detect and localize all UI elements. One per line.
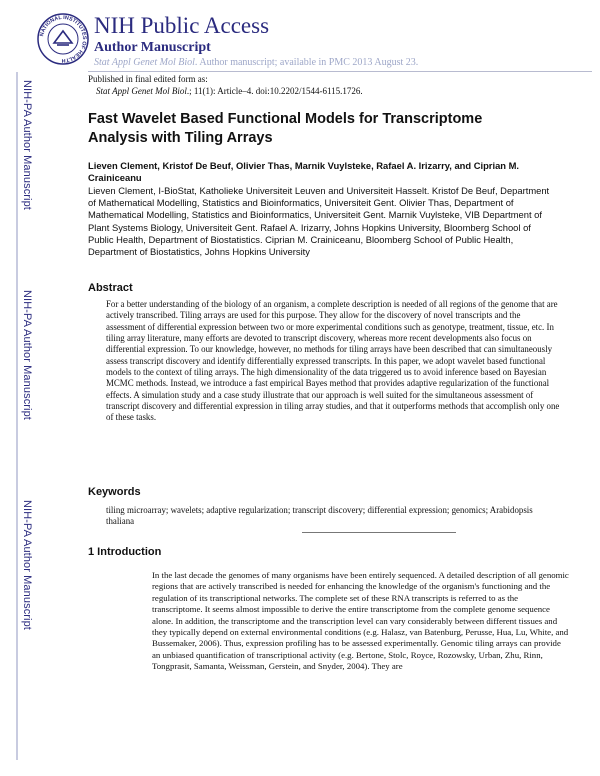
citation-availability: . Author manuscript; available in PMC 2013 August 23. bbox=[194, 57, 419, 68]
published-citation bbox=[96, 86, 363, 97]
section-divider bbox=[302, 532, 456, 533]
abstract-text: For a better understanding of the biology of an organism, a complete description is needed of all regions of the genome that are actively transcribed. Tiling arrays are used for this purpose. They allow for the discovery of novel transcripts and the assessment of differential expression between two or more experimental conditions such as genotype, treatment, tissue, etc. In tiling array literature, many efforts are devoted to transcript discovery, whereas more recent developments also focus on differential expression. To our knowledge, however, no methods for tiling arrays have been described that can simultaneously assess transcript discovery and identify differentially expressed transcripts. In this paper, we adopt wavelet based functional models to the context of tiling arrays. The high dimensionality of the data triggered us to avoid inference based on Bayesian MCMC methods. Instead, we introduce a fast empirical Bayes method that provides adaptive regularization of the functional effects. A simulation study and a case study illustrate that our approach is well suited for the simultaneous assessment of transcript discovery and differential expression in tiling array studies, and that it outperforms methods that accomplish only one of these tasks. bbox=[106, 299, 560, 423]
nih-public-access-title: NIH Public Access bbox=[94, 13, 270, 38]
header-divider bbox=[88, 71, 592, 72]
side-label-manuscript-3: NIH-PA Author Manuscript bbox=[21, 500, 33, 630]
abstract-heading: Abstract bbox=[88, 282, 133, 294]
published-in-label: Published in final edited form as: bbox=[88, 74, 208, 84]
paper-title: Fast Wavelet Based Functional Models for Transcriptome Analysis with Tiling Arrays bbox=[88, 111, 483, 146]
author-manuscript-label: Author Manuscript bbox=[94, 40, 211, 55]
keywords-text: tiling microarray; wavelets; adaptive regularization; transcript discovery; differential expression; genomics; Arabidopsis thaliana bbox=[106, 505, 533, 527]
published-details: .; 11(1): Article–4. doi:10.2202/1544-6115.1726. bbox=[186, 86, 363, 96]
side-label-manuscript-1: NIH-PA Author Manuscript bbox=[21, 80, 33, 210]
keywords-heading: Keywords bbox=[88, 486, 141, 498]
nih-seal-logo bbox=[36, 12, 90, 66]
manuscript-citation bbox=[94, 57, 418, 69]
introduction-text: In the last decade the genomes of many organisms have been entirely sequenced. A detailed description of all genomic regions that are actively transcribed is needed for enhancing the knowledge of the organism's functioning and the regulation of its transcriptional networks. The complete set of these RNA transcripts is referred to as the transcriptome. It seems almost impossible to derive the entire transcriptome from the complete genome sequence alone. In addition, the transcriptome and the transcription level can vary considerably between different tissues and they typically depend on external environmental conditions (e.g. Halasz, van Batenburg, Perusse, Hua, Lu, White, and Bussemaker, 2006). Thus, expression profiling has to be assessed experimentally. Genomic tiling arrays can provide an unbiased quantification of transcriptional activity (e.g. Bertone, Stolc, Royce, Rozowsky, Urban, Zhu, Rinn, Tongprasit, Samanta, Weissman, Gerstein, and Snyder, 2004). They are bbox=[152, 570, 569, 672]
author-list: Lieven Clement, Kristof De Beuf, Olivier Thas, Marnik Vuylsteke, Rafael A. Irizarry, and Ciprian M. Crainiceanu bbox=[88, 160, 520, 183]
side-margin-rule bbox=[16, 72, 18, 760]
svg-text:NATIONAL INSTITUTES OF HEALTH: NATIONAL INSTITUTES OF HEALTH bbox=[39, 14, 88, 64]
author-affiliations: Lieven Clement, I-BioStat, Katholieke Universiteit Leuven and Universiteit Hasselt. Kristof De Beuf, Department of Mathematical Modelling, Statistics and Bioinformatics, Universiteit Gent. Olivier Thas, Department of Mathematical Modelling, Statistics and Bioinformatics, Universiteit Gent. Marnik Vuylsteke, VIB Department of Plant Systems Biology, Universiteit Gent. Rafael A. Irizarry, Johns Hopkins University, Bloomberg School of Public Health, Department of Biostatistics. Ciprian M. Crainiceanu, Bloomberg School of Public Health, Department of Biostatistics, Johns Hopkins University bbox=[88, 185, 550, 258]
side-label-manuscript-2: NIH-PA Author Manuscript bbox=[21, 290, 33, 420]
introduction-heading: 1 Introduction bbox=[88, 546, 162, 558]
citation-journal: Stat Appl Genet Mol Biol bbox=[94, 57, 195, 68]
published-journal: Stat Appl Genet Mol Biol bbox=[96, 86, 187, 96]
